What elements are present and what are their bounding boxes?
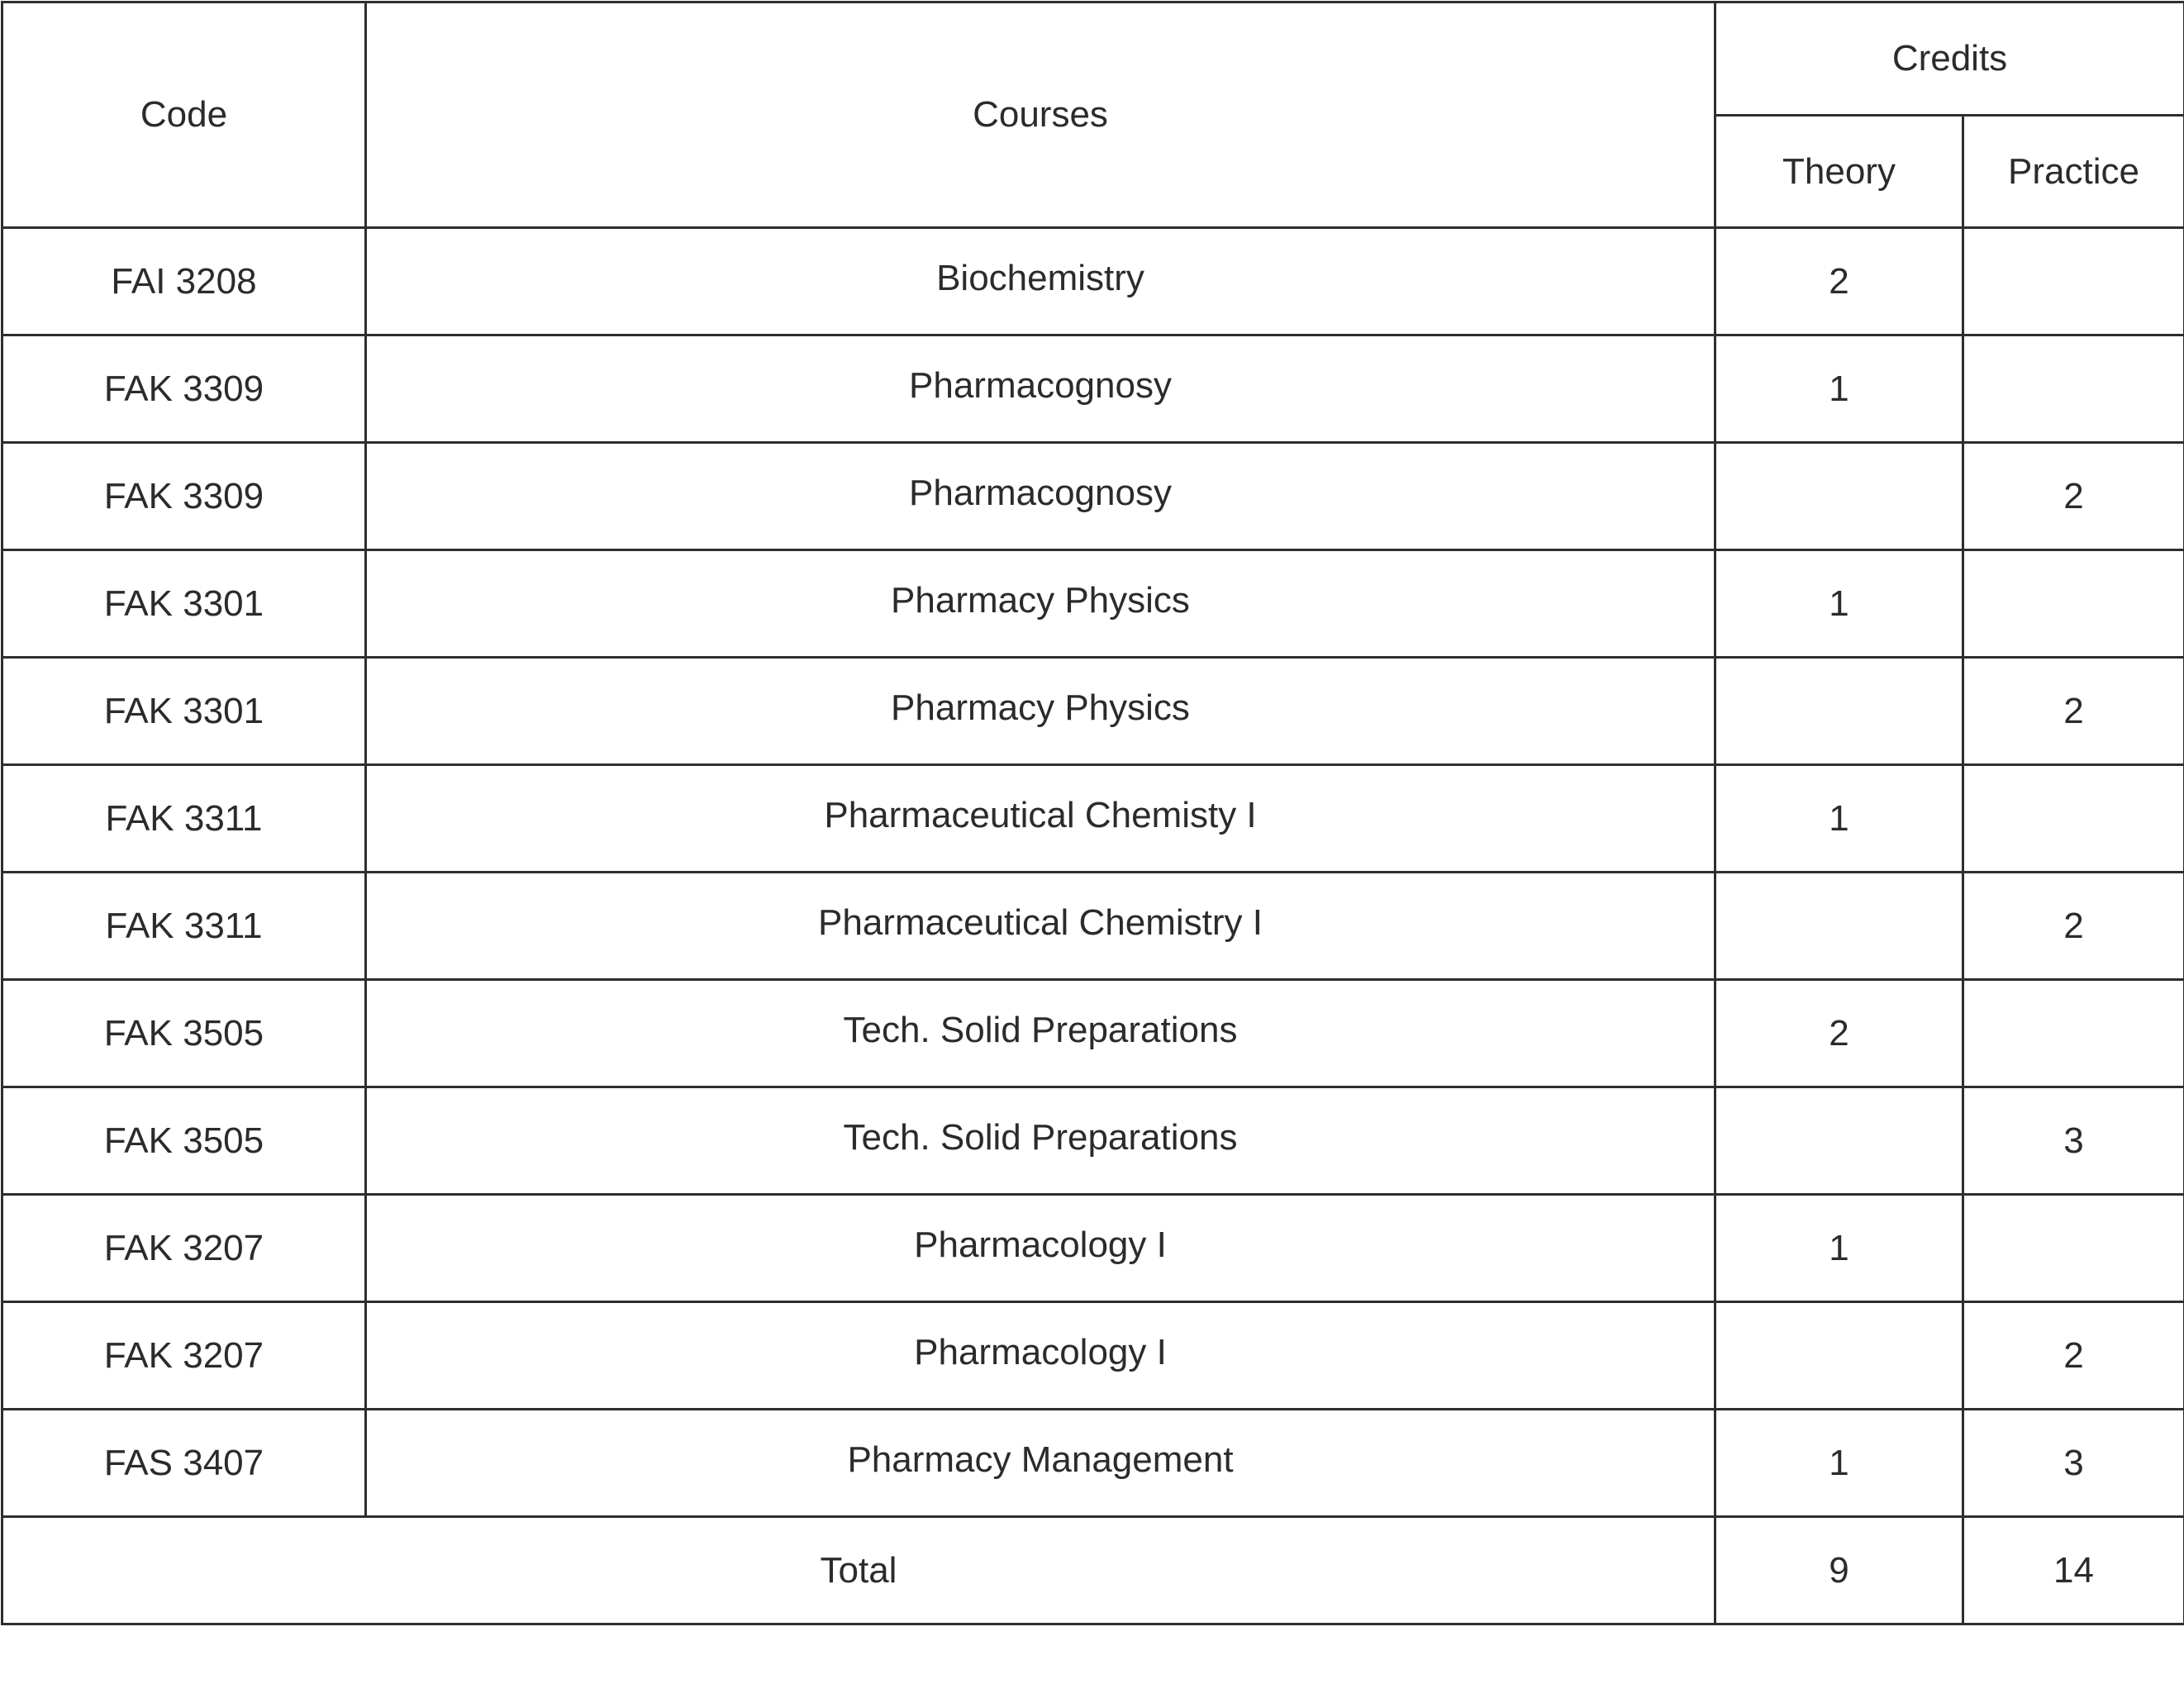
practice-cell: 2 [1963, 873, 2184, 980]
course-cell: Tech. Solid Preparations [366, 977, 1715, 1084]
practice-cell [1963, 765, 2184, 873]
theory-cell: 1 [1715, 1195, 1963, 1302]
total-label: Total [2, 1517, 1715, 1624]
course-credits-table [1, 1, 2184, 1625]
code-cell: FAK 3505 [2, 1087, 366, 1195]
practice-cell: 2 [1963, 658, 2184, 765]
header-credits: Credits [1715, 2, 2184, 116]
theory-cell: 2 [1715, 980, 1963, 1087]
table-row [2, 1410, 2184, 1517]
practice-cell: 2 [1963, 443, 2184, 550]
course-cell: Pharmaceutical Chemisty I [366, 762, 1715, 869]
course-cell: Tech. Solid Preparations [366, 1084, 1715, 1191]
code-cell: FAS 3407 [2, 1410, 366, 1517]
theory-cell [1715, 873, 1963, 980]
practice-cell [1963, 228, 2184, 335]
theory-cell: 1 [1715, 335, 1963, 443]
header-theory: Theory [1715, 116, 1963, 228]
theory-cell [1715, 443, 1963, 550]
course-cell: Pharmacognosy [366, 440, 1715, 547]
code-cell: FAI 3208 [2, 228, 366, 335]
theory-cell: 1 [1715, 1410, 1963, 1517]
table-row [2, 443, 2184, 550]
theory-cell: 1 [1715, 765, 1963, 873]
table-row [2, 1087, 2184, 1195]
table-row [2, 1195, 2184, 1302]
practice-cell [1963, 335, 2184, 443]
theory-cell: 1 [1715, 550, 1963, 658]
code-cell: FAK 3207 [2, 1195, 366, 1302]
course-cell: Pharmaceutical Chemistry I [366, 869, 1715, 977]
practice-cell: 3 [1963, 1410, 2184, 1517]
theory-cell: 2 [1715, 228, 1963, 335]
table-row [2, 335, 2184, 443]
code-cell: FAK 3301 [2, 658, 366, 765]
total-practice: 14 [1963, 1517, 2184, 1624]
theory-cell [1715, 658, 1963, 765]
table-row [2, 873, 2184, 980]
code-cell: FAK 3207 [2, 1302, 366, 1410]
total-row [2, 1517, 2184, 1624]
practice-cell [1963, 550, 2184, 658]
code-cell: FAK 3309 [2, 443, 366, 550]
practice-cell: 2 [1963, 1302, 2184, 1410]
code-cell: FAK 3301 [2, 550, 366, 658]
course-cell: Pharmacology I [366, 1299, 1715, 1406]
table-row [2, 550, 2184, 658]
code-cell: FAK 3311 [2, 873, 366, 980]
code-cell: FAK 3505 [2, 980, 366, 1087]
table-row [2, 765, 2184, 873]
code-cell: FAK 3311 [2, 765, 366, 873]
course-cell: Pharmacy Physics [366, 654, 1715, 762]
total-theory: 9 [1715, 1517, 1963, 1624]
course-cell: Pharmacy Management [366, 1406, 1715, 1514]
theory-cell [1715, 1087, 1963, 1195]
header-row [2, 2, 2184, 116]
practice-cell [1963, 980, 2184, 1087]
table-row [2, 658, 2184, 765]
table-row [2, 1302, 2184, 1410]
practice-cell [1963, 1195, 2184, 1302]
course-cell: Pharmacy Physics [366, 547, 1715, 654]
course-cell: Pharmacognosy [366, 332, 1715, 440]
theory-cell [1715, 1302, 1963, 1410]
code-cell: FAK 3309 [2, 335, 366, 443]
table-row [2, 980, 2184, 1087]
course-cell: Pharmacology I [366, 1191, 1715, 1299]
table-row [2, 228, 2184, 335]
course-cell: Biochemistry [366, 225, 1715, 332]
header-code: Code [2, 2, 366, 228]
header-practice: Practice [1963, 116, 2184, 228]
header-courses: Courses [366, 2, 1715, 228]
practice-cell: 3 [1963, 1087, 2184, 1195]
